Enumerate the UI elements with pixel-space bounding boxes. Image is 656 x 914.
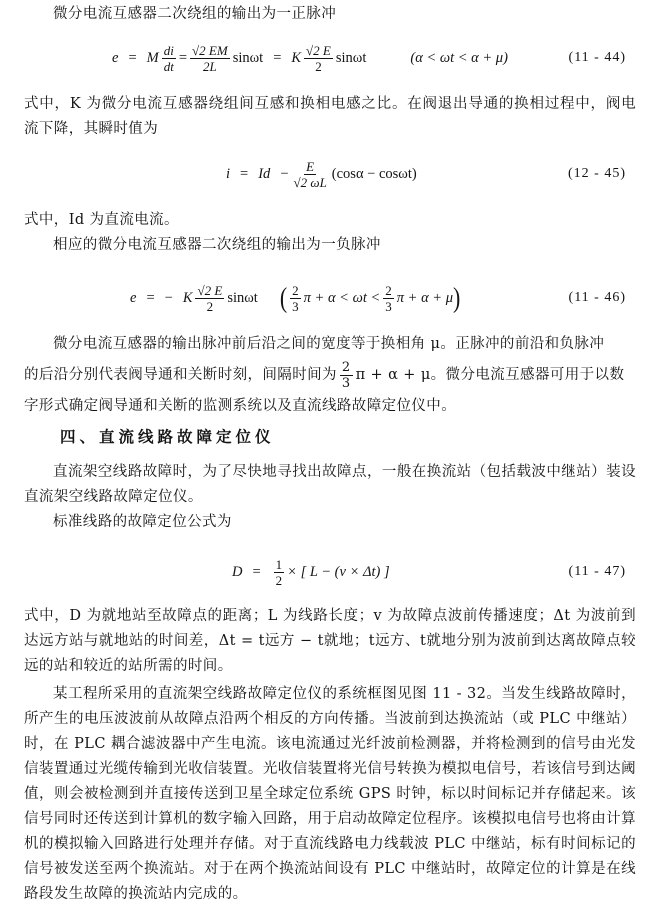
paragraph-width-line2: 的后沿分别代表阀导通和关断时刻，间隔时间为 $\frac{2}{3}$ π + α + μ。微分电流互感器可用于以数: [24, 360, 625, 391]
eq46-number: (11 - 46): [568, 290, 626, 305]
equation-11-44: e = M $\frac{di}{dt}$ = $\frac{√2 EM}{2L}$ sinωt = K $\frac{√2 E}{2}$ sinωt (α < ωt < α + μ) (11 - 44): [0, 38, 656, 78]
eq44-lhs: e: [112, 49, 119, 66]
paragraph-formula-intro: 标准线路的故障定位公式为: [53, 514, 232, 530]
eq44-range: (α < ωt < α + μ): [410, 49, 508, 66]
eq45-rest: (cosα − cosωt): [331, 165, 417, 182]
eq44-K: K: [291, 49, 302, 66]
eq45-number: (12 - 45): [568, 166, 626, 181]
paragraph-id-definition: 式中，Id 为直流电流。: [24, 212, 179, 228]
interval-fraction: $\frac{2}{3}$: [341, 360, 351, 391]
eq44-sin2: sinωt: [335, 49, 367, 66]
paragraph-width-line3: 字形式确定阀导通和关断的监测系统以及直流线路故障定位仪中。: [24, 398, 457, 414]
section-heading: 四、直流线路故障定位仪: [60, 428, 275, 446]
paragraph-negative-pulse: 相应的微分电流互感器二次绕组的输出为一负脉冲: [53, 237, 381, 253]
paragraph-variable-definitions: 式中，D 为就地站至故障点的距离；L 为线路长度；v 为故障点波前传播速度；Δt 为波前到达远方站与就地站的时间差，Δt = t远方 − t就地；t远方、t就地分别为波前到达离故障点较远的站和较近的站所需的时间。: [24, 608, 636, 674]
paragraph-width-line1: 微分电流互感器的输出脉冲前后沿之间的宽度等于换相角 μ。正脉冲的前沿和负脉冲: [53, 336, 605, 352]
eq47-number: (11 - 47): [568, 564, 626, 579]
equation-12-45: i = Id − $\frac{E}{√2 \omega L}$ (cosα − cosωt) (12 - 45): [0, 154, 656, 194]
eq44-equals: =: [128, 49, 137, 66]
eq44-number: (11 - 44): [568, 50, 626, 65]
paragraph-system-description: 某工程所采用的直流架空线路故障定位仪的系统框图见图 11 - 32。当发生线路故障时，所产生的电压波波前从故障点沿两个相反的方向传播。当波前到达换流站（或 PLC 中继站）时，在 PLC 耦合滤波器中产生电流。该电流通过光纤波前检测器，并将检测到的信号由光发信装置通过光缆传输到光收信装置。光收信装置将光信号转换为模拟电信号，若该信号到达阈值，则会被检测到并直接传送到卫星全球定位系统 GPS 时钟，标以时间标记并存储起来。该信号同时还传送到计算机的数字输入回路，用于启动故障定位程序。该模拟电信号也将由计算机的模拟输入回路进行处理并存储。对于直流线路电力线载波 PLC 中继站，标有时间标记的信号被发送至两个换流站。对于在两个换流站间设有 PLC 中继站时，故障定位的计算是在线路段发生故障的换流站内完成的。: [24, 686, 636, 902]
eq46-frac-2: $\frac{2}{3}$: [385, 282, 392, 314]
eq46-frac-e: $\frac{√2 E}{2}$: [197, 282, 223, 314]
intro-paragraph: 微分电流互感器二次绕组的输出为一正脉冲: [53, 6, 337, 22]
eq45-Id: Id: [258, 165, 271, 182]
eq44-M: M: [146, 49, 159, 66]
eq45-frac: $\frac{E}{√2 \omega L}$: [293, 158, 327, 190]
eq44-frac-em: $\frac{√2 EM}{2L}$: [192, 42, 228, 74]
eq45-lhs: i: [226, 165, 231, 182]
eq44-frac-e: $\frac{√2 E}{2}$: [306, 42, 331, 74]
paragraph-fault: 直流架空线路故障时，为了尽快地寻找出故障点，一般在换流站（包括载波中继站）装设直流架空线路故障定位仪。: [24, 464, 636, 505]
paragraph-k-definition: 式中，K 为微分电流互感器绕组间互感和换相电感之比。在阀退出导通的换相过程中，阀电流下降，其瞬时值为: [24, 96, 636, 137]
eq46-frac-1: $\frac{2}{3}$: [292, 282, 299, 314]
equation-11-47: D = $\frac{1}{2}$ × [ L − (v × Δt) ] (11 - 47): [0, 552, 656, 592]
equation-11-46: e = − K $\frac{√2 E}{2}$ sinωt ( $\frac{2}{3}$ π + α < ωt < $\frac{2}{3}$ π + α + μ ) (11 - 46): [0, 278, 656, 318]
eq44-sin1: sinωt: [232, 49, 264, 66]
eq47-frac-half: $\frac{1}{2}$: [275, 556, 283, 588]
eq44-frac-didt: $\frac{di}{dt}$: [163, 42, 174, 74]
